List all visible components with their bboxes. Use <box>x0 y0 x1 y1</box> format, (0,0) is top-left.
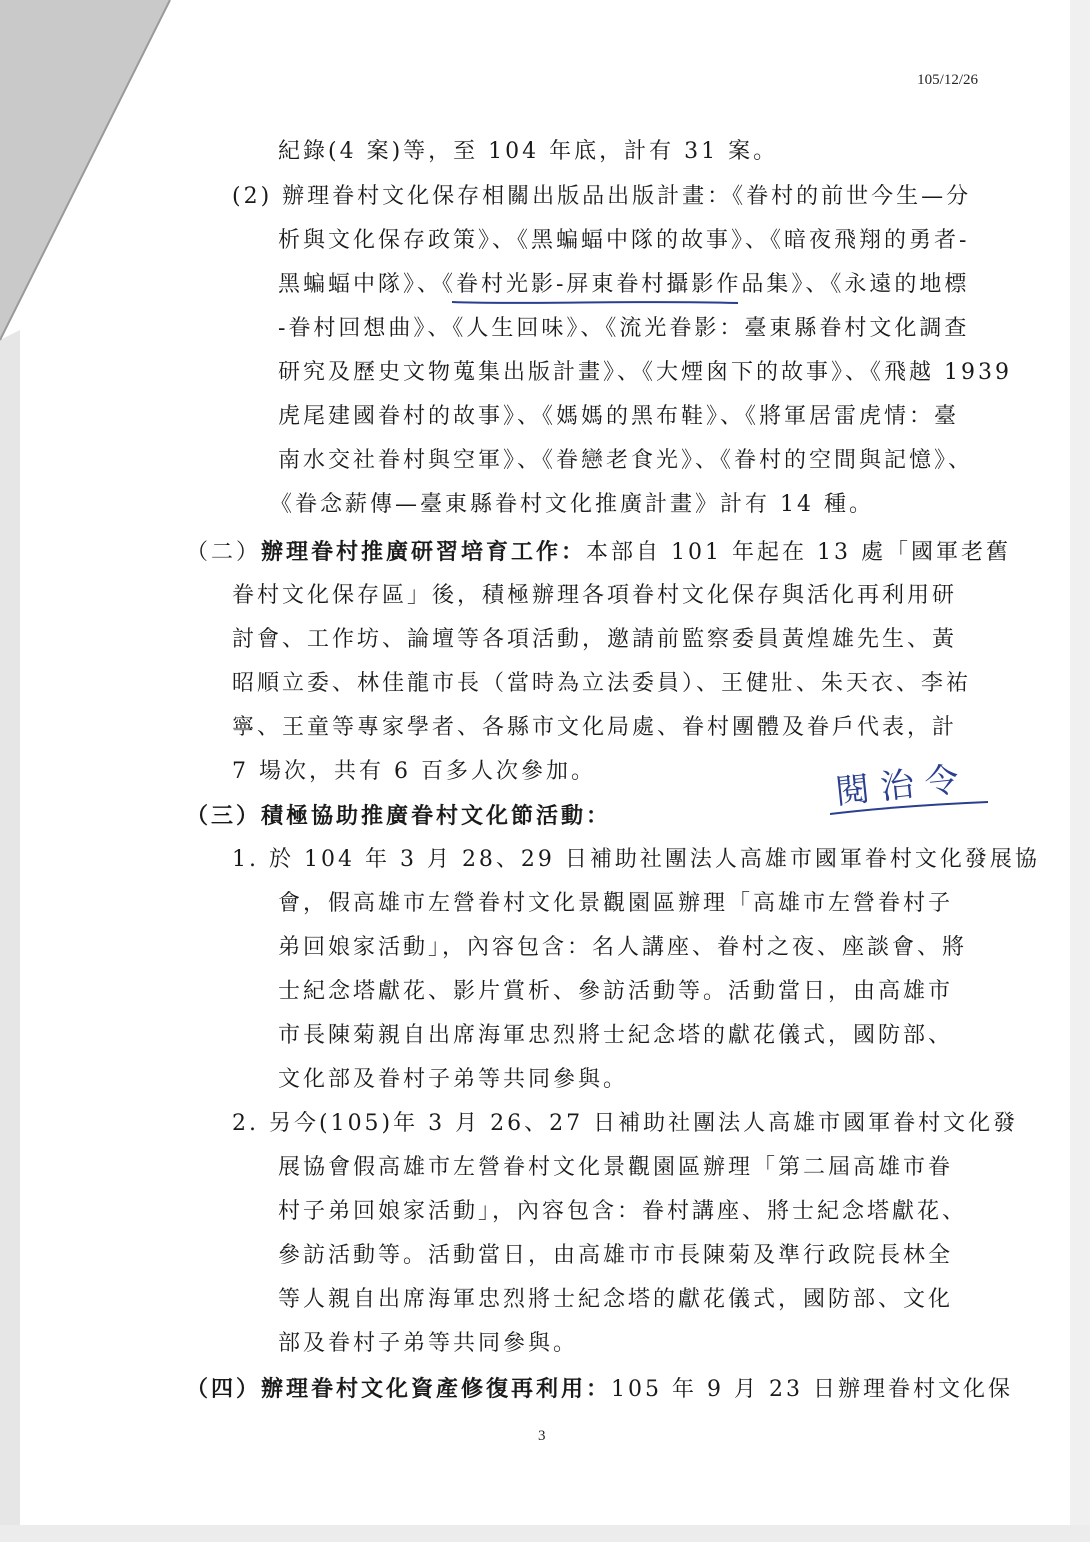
list-item-1-line: 1. 於 104 年 3 月 28、29 日補助社團法人高雄市國軍眷村文化發展協 <box>232 847 1040 872</box>
section-heading: 積極協助推廣眷村文化節活動： <box>261 803 612 829</box>
section-marker: （二） <box>186 540 262 565</box>
text-line: 虎尾建國眷村的故事》、《媽媽的黑布鞋》、《將軍居雷虎情：臺 <box>278 404 960 429</box>
text-line: 7 場次，共有 6 百多人次參加。 <box>232 759 596 784</box>
pen-underline <box>450 296 740 308</box>
section-marker: （三） <box>186 803 262 829</box>
section-3-heading-line <box>186 801 611 831</box>
text-line: 士紀念塔獻花、影片賞析、參訪活動等。活動當日，由高雄市 <box>278 979 954 1004</box>
document-date: 105/12/26 <box>917 72 978 88</box>
section-marker: （四） <box>186 1376 262 1402</box>
text-span: 105 年 9 月 23 日辦理眷村文化保 <box>611 1377 1013 1402</box>
text-line: 會，假高雄市左營眷村文化景觀園區辦理「高雄市左營眷村子 <box>278 891 954 916</box>
section-heading: 辦理眷村推廣研習培育工作： <box>261 539 587 565</box>
text-line: 眷村文化保存區」後，積極辦理各項眷村文化保存與活化再利用研 <box>232 583 958 608</box>
section-2-first-line <box>186 537 1011 568</box>
text-line: 析與文化保存政策》、《黑蝙蝠中隊的故事》、《暗夜飛翔的勇者- <box>278 228 970 253</box>
text-line: 寧、王童等專家學者、各縣市文化局處、眷村團體及眷戶代表，計 <box>232 715 958 740</box>
list-item-2-line: 2. 另今(105)年 3 月 26、27 日補助社團法人高雄市國軍眷村文化發 <box>232 1111 1019 1136</box>
section-4-line <box>186 1374 1013 1405</box>
text-line: 弟回娘家活動」，內容包含：名人講座、眷村之夜、座談會、將 <box>278 935 968 960</box>
text-line: (2) 辦理眷村文化保存相關出版品出版計畫：《眷村的前世今生—分 <box>232 184 972 209</box>
text-line: 討會、工作坊、論壇等各項活動，邀請前監察委員黃煌雄先生、黃 <box>232 627 958 652</box>
text-line: 研究及歷史文物蒐集出版計畫》、《大煙囪下的故事》、《飛越 1939 <box>278 360 1012 385</box>
text-line: 參訪活動等。活動當日，由高雄市市長陳菊及準行政院長林全 <box>278 1243 954 1268</box>
annotation-text: 閱 治 令 <box>833 759 961 813</box>
text-line: 《眷念薪傳—臺東縣眷村文化推廣計畫》計有 14 種。 <box>270 492 874 517</box>
text-span: 本部自 101 年起在 13 處「國軍老舊 <box>586 540 1011 565</box>
handwritten-annotation <box>830 752 990 832</box>
text-line: 昭順立委、林佳龍市長（當時為立法委員）、王健壯、朱天衣、李祐 <box>232 671 972 696</box>
text-line: 展協會假高雄市左營眷村文化景觀園區辦理「第二屆高雄市眷 <box>278 1155 954 1180</box>
text-line: -眷村回想曲》、《人生回味》、《流光眷影：臺東縣眷村文化調查 <box>278 316 970 341</box>
text-line: 黑蝙蝠中隊》、《眷村光影-屏東眷村攝影作品集》、《永遠的地標 <box>278 272 970 297</box>
text-line: 村子弟回娘家活動」，內容包含：眷村講座、將士紀念塔獻花、 <box>278 1199 968 1224</box>
page-number: 3 <box>538 1428 546 1444</box>
text-line: 市長陳菊親自出席海軍忠烈將士紀念塔的獻花儀式，國防部、 <box>278 1023 954 1048</box>
section-heading: 辦理眷村文化資產修復再利用： <box>261 1376 612 1402</box>
text-line: 紀錄(4 案)等，至 104 年底，計有 31 案。 <box>278 139 779 164</box>
text-line: 等人親自出席海軍忠烈將士紀念塔的獻花儀式，國防部、文化 <box>278 1287 954 1312</box>
text-line: 南水交社眷村與空軍》、《眷戀老食光》、《眷村的空間與記憶》、 <box>278 448 974 473</box>
text-line: 文化部及眷村子弟等共同參與。 <box>278 1067 629 1092</box>
text-line: 部及眷村子弟等共同參與。 <box>278 1331 579 1356</box>
